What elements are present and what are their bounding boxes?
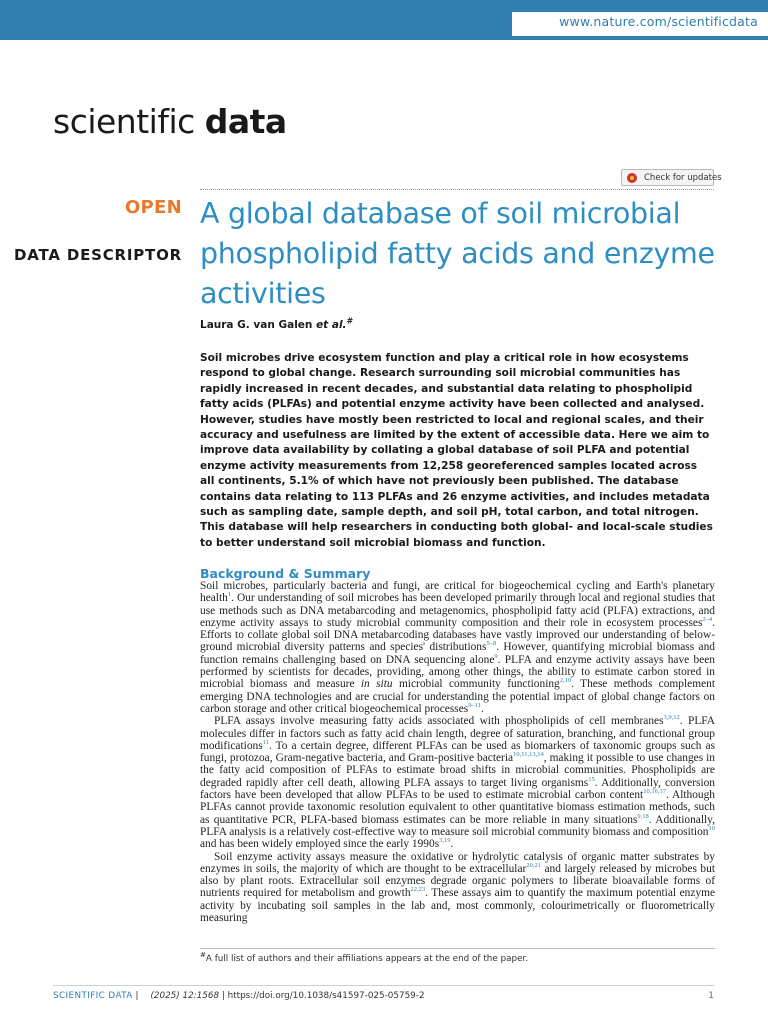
text-run: . <box>480 702 484 715</box>
open-access-label: OPEN <box>124 197 182 218</box>
citation-link[interactable]: 15 <box>588 775 595 783</box>
journal-logo[interactable] <box>53 102 287 141</box>
footer-separator: | <box>132 991 139 1001</box>
citation-link[interactable]: 22,23 <box>410 886 426 894</box>
footer-citation: (2025) 12:1568 <box>150 991 220 1001</box>
text-run: . These assays aim to quantify the maximum potential enzyme activity by incubating soil samples in the lab and, most commonly, colourimetrically or fluorometrically measuring <box>200 887 715 925</box>
body-text <box>200 580 715 924</box>
footnote-mark: # <box>200 951 206 960</box>
article-type-label: DATA DESCRIPTOR <box>14 246 182 264</box>
text-run: . PLFA molecules differ in factors such as fatty acid chain length, degree of saturation, branching, and functional group modifications <box>200 715 715 752</box>
text-run: . These methods complement emerging DNA technologies and are crucial for understanding the potential impact of global change factors on carbon storage and other critical biogeochemical processes <box>200 678 715 715</box>
text-run: and largely released by microbes but also by plant roots. Extracellular soil enzymes degrade organic polymers to liberate bioavailable forms of nutrients required for metabolism and growth <box>200 862 715 900</box>
title-divider <box>200 189 714 190</box>
crossmark-icon <box>627 173 637 183</box>
text-run: . Efforts to collate global soil DNA metabarcoding databases have vastly improved our understanding of below-ground microbial diversity patterns and species' distributions <box>200 616 715 654</box>
citation-link[interactable]: 11 <box>262 739 269 747</box>
author-footnote-mark: # <box>346 316 354 326</box>
citation-link[interactable]: 10,16,17 <box>643 788 666 796</box>
journal-url-link[interactable]: www.nature.com/scientificdata <box>559 14 758 29</box>
paragraph-1 <box>200 580 715 715</box>
logo-bold-text: data <box>204 102 287 141</box>
citation-link[interactable]: 10,11,13,14 <box>513 751 544 759</box>
citation-link[interactable]: 2,10 <box>559 677 572 685</box>
citation-link[interactable]: 9 <box>494 652 498 660</box>
paragraph-3 <box>200 851 715 925</box>
citation-link[interactable]: 20,21 <box>526 862 541 870</box>
text-run: , making it possible to use changes in the fatty acid composition of PLFAs to estimate broad shifts in microbial communities. Phospholipids are degraded rapidly after cell death, allowing PLFA assays to target living organisms <box>200 752 715 789</box>
page-footer <box>53 991 425 1001</box>
text-run: . Although PLFAs cannot provide taxonomic resolution equivalent to other quantitative biomass estimation methods, such as quantitative PCR, PLFA-based biomass estimates can be more reliable in many situations <box>200 789 715 826</box>
text-run: . Additionally, PLFA analysis is a relatively cost-effective way to measure soil microbial community biomass and composition <box>200 813 715 838</box>
footnote-divider <box>200 948 715 949</box>
text-run: Soil enzyme activity assays measure the oxidative or hydrolytic catalysis of organic matter substrates by enzymes in soils, the majority of which are thought to be extracellular <box>200 850 715 875</box>
footer-journal: SCIENTIFIC DATA <box>53 991 133 1001</box>
paragraph-2 <box>200 715 715 850</box>
page-number: 1 <box>708 991 714 1001</box>
author-etal: et al. <box>316 319 347 331</box>
citation-link[interactable]: 3,9,12 <box>663 714 680 722</box>
text-run: PLFA assays involve measuring fatty acids associated with phospholipids of cell membranes <box>214 715 664 728</box>
footer-doi-link[interactable]: | https://doi.org/10.1038/s41597-025-05759-2 <box>219 991 425 1001</box>
text-run: . PLFA and enzyme activity assays have been performed by scientists for decades, providing, among other things, the ability to estimate carbon stored in microbial biomass and measure <box>200 653 716 691</box>
citation-link[interactable]: 1 <box>227 591 232 599</box>
footer-divider <box>53 985 714 986</box>
citation-link[interactable]: 10 <box>708 825 715 833</box>
footnote-text: A full list of authors and their affiliations appears at the end of the paper. <box>205 954 529 964</box>
text-run: . Additionally, conversion factors have been developed that allow PLFAs to be used to estimate microbial carbon content <box>200 776 715 802</box>
citation-link[interactable]: 9,18 <box>637 812 649 820</box>
text-run: . To a certain degree, different PLFAs can be used as biomarkers of taxonomic groups such as fungi, protozoa, Gram-negative bacteria, and Gram-positive bacteria <box>200 739 715 765</box>
check-for-updates-button[interactable] <box>621 169 722 186</box>
text-run: and has been widely employed since the early 1990s <box>200 838 440 851</box>
check-for-updates-label: Check for updates <box>644 173 722 183</box>
text-run: microbial community functioning <box>392 678 560 691</box>
italic-term: in situ <box>360 678 393 691</box>
citation-link[interactable]: 3,19 <box>439 837 451 845</box>
text-run: . <box>450 838 454 851</box>
citation-link[interactable]: 5–8 <box>486 640 497 648</box>
text-run: . Our understanding of soil microbes has been developed primarily through local and regional studies that use methods such as DNA metabarcoding and metagenomics, phospholipid fatty acid (PLFA) extractions, and enzyme activity assays to study microbial community composition and their role in ecosystem processes <box>200 592 715 629</box>
article-title: A global database of soil microbial phospholipid fatty acids and enzyme activities <box>200 197 715 310</box>
citation-link[interactable]: 9–11 <box>468 702 481 710</box>
affiliation-footnote <box>200 951 529 964</box>
logo-light-text: scientific <box>53 102 205 141</box>
citation-link[interactable]: 2–4 <box>702 616 713 624</box>
section-heading: Background & Summary <box>200 566 371 581</box>
text-run: Soil microbes, particularly bacteria and fungi, are critical for biogeochemical cycling and Earth's planetary health <box>200 580 715 605</box>
author-line <box>200 316 354 331</box>
text-run: . However, quantifying microbial biomass and function remains challenging based on DNA sequencing alone <box>200 641 715 666</box>
abstract: Soil microbes drive ecosystem function and play a critical role in how ecosystems respond to global change. Research surrounding soil microbial communities has rapidly increased in recent decades, and substantial data relating to phospholipid fatty acids (PLFAs) and potential enzyme activity have been collected and analysed. However, studies have mostly been restricted to local and regional scales, and their accuracy and usefulness are limited by the extent of accessible data. Here we aim to improve data availability by collating a global database of soil PLFA and potential enzyme activity measurements from 12,258 georeferenced samples located across all continents, 5.1% of which have not previously been published. The database contains data relating to 113 PLFAs and 26 enzyme activities, and includes metadata such as sampling date, sample depth, and soil pH, total carbon, and total nitrogen. This database will help researchers in conducting both global- and local-scale studies to better understand soil microbial biomass and function. <box>200 352 713 549</box>
author-name[interactable]: Laura G. van Galen <box>200 319 313 331</box>
